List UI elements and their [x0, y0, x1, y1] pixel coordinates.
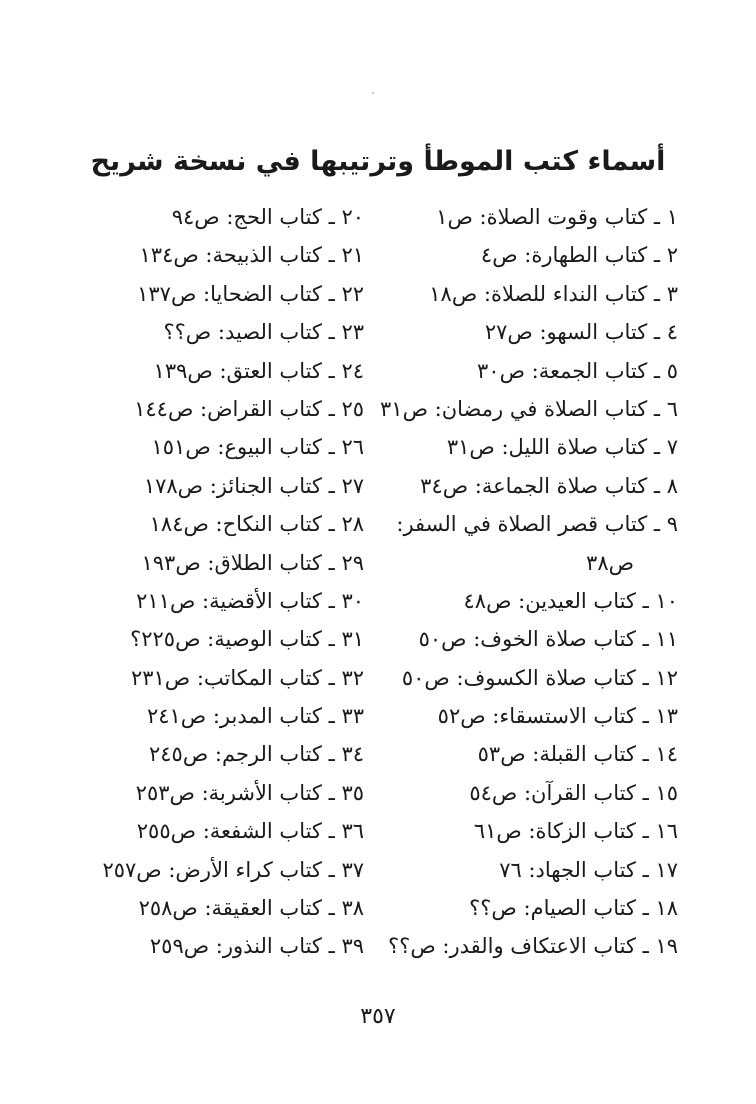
- list-item: ٢١ ـ كتاب الذبيحة: ص١٣٤: [139, 243, 364, 268]
- list-item: ٣٩ ـ كتاب النذور: ص٢٥٩: [149, 934, 364, 959]
- right-column-list: [378, 198, 678, 966]
- list-item: ١٤ ـ كتاب القبلة: ص٥٣: [477, 742, 678, 767]
- list-item: ٣ ـ كتاب النداء للصلاة: ص١٨: [429, 281, 678, 306]
- list-item: ٢٦ ـ كتاب البيوع: ص١٥١: [151, 435, 364, 460]
- list-item: ٢٢ ـ كتاب الضحايا: ص١٣٧: [137, 281, 364, 306]
- list-item: ٨ ـ كتاب صلاة الجماعة: ص٣٤: [420, 473, 678, 498]
- list-item: ٧ ـ كتاب صلاة الليل: ص٣١: [446, 435, 678, 460]
- list-item: ٣٤ ـ كتاب الرجم: ص٢٤٥: [148, 742, 364, 767]
- scan-speck: [372, 92, 374, 94]
- page-title: أسماء كتب الموطأ وترتيبها في نسخة شريح: [90, 146, 666, 177]
- list-item: ٣٢ ـ كتاب المكاتب: ص٢٣١: [130, 665, 364, 690]
- list-item: ٣١ ـ كتاب الوصية: ص٢٢٥؟: [130, 627, 364, 652]
- list-item: ٢٩ ـ كتاب الطلاق: ص١٩٣: [141, 550, 364, 575]
- list-item: ٣٧ ـ كتاب كراء الأرض: ص٢٥٧: [102, 857, 364, 882]
- list-item: ٢٠ ـ كتاب الحج: ص٩٤: [171, 205, 364, 229]
- list-item: ٤ ـ كتاب السهو: ص٢٧: [484, 320, 678, 345]
- list-item: ٢٣ ـ كتاب الصيد: ص؟؟: [163, 320, 364, 345]
- list-item: ١١ ـ كتاب صلاة الخوف: ص٥٠: [418, 627, 678, 652]
- list-item: ٣٨ ـ كتاب العقيقة: ص٢٥٨: [138, 896, 364, 921]
- list-item: ٢٥ ـ كتاب القراض: ص١٤٤: [134, 396, 364, 421]
- list-item: ٣٥ ـ كتاب الأشربة: ص٢٥٣: [135, 780, 364, 805]
- list-item: ١٧ ـ كتاب الجهاد: ٧٦: [499, 857, 678, 882]
- list-item: ٣٣ ـ كتاب المدبر: ص٢٤١: [146, 704, 364, 729]
- list-item: ١٢ ـ كتاب صلاة الكسوف: ص٥٠: [401, 665, 678, 690]
- list-item: ٦ ـ كتاب الصلاة في رمضان: ص٣١: [380, 396, 678, 421]
- list-item: ٢٤ ـ كتاب العتق: ص١٣٩: [153, 358, 364, 383]
- list-item: ٢٨ ـ كتاب النكاح: ص١٨٤: [149, 512, 364, 537]
- list-item: ٣٠ ـ كتاب الأقضية: ص٢١١: [136, 588, 364, 613]
- list-item: ١ ـ كتاب وقوت الصلاة: ص١: [436, 205, 678, 229]
- page-number: ٣٥٧: [360, 1004, 396, 1029]
- list-item: ٢٧ ـ كتاب الجنائز: ص١٧٨: [143, 473, 364, 498]
- list-item: ١٩ ـ كتاب الاعتكاف والقدر: ص؟؟: [388, 934, 678, 959]
- list-item: ١٥ ـ كتاب القرآن: ص٥٤: [469, 780, 678, 805]
- list-item: ٥ ـ كتاب الجمعة: ص٣٠: [477, 358, 678, 383]
- list-item: ١٨ ـ كتاب الصيام: ص؟؟: [469, 896, 678, 921]
- list-item-continuation: ص٣٨: [586, 550, 634, 575]
- list-item: ٣٦ ـ كتاب الشفعة: ص٢٥٥: [136, 819, 364, 844]
- list-item: ١٠ ـ كتاب العيدين: ص٤٨: [463, 588, 678, 613]
- list-item: ١٣ ـ كتاب الاستسقاء: ص٥٢: [437, 704, 678, 729]
- left-column-list: [64, 198, 364, 966]
- list-item: ٢ ـ كتاب الطهارة: ص٤: [480, 243, 678, 268]
- list-item: ١٦ ـ كتاب الزكاة: ص٦١: [473, 819, 678, 844]
- list-item: ٩ ـ كتاب قصر الصلاة في السفر:: [396, 512, 678, 537]
